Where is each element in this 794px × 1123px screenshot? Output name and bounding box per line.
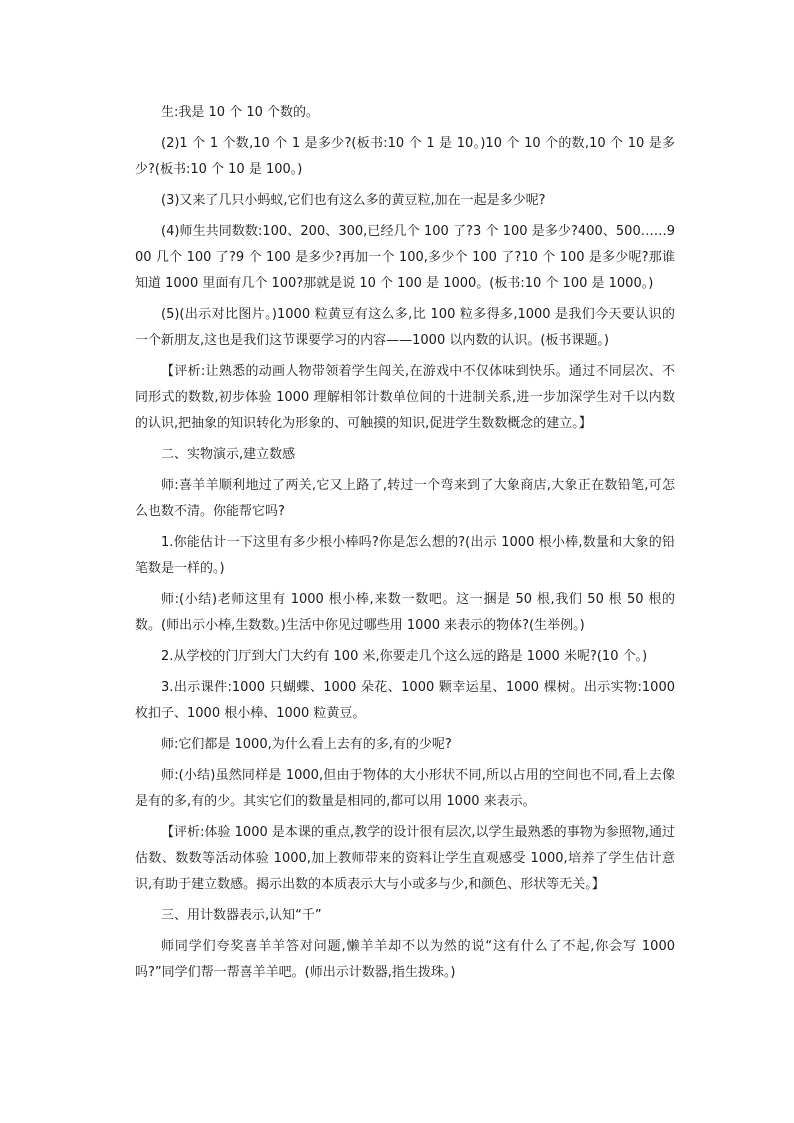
paragraph-step-3: (3)又来了几只小蚂蚁,它们也有这么多的黄豆粒,加在一起是多少呢?: [161, 193, 546, 208]
paragraph-teacher-question: 师:它们都是 1000,为什么看上去有的多,有的少呢?: [161, 737, 452, 752]
paragraph-item-2: 2.从学校的门厅到大门大约有 100 米,你要走几个这么远的路是 1000 米呢?(10 个。): [161, 649, 648, 664]
section-heading-2: 二、实物演示,建立数感: [161, 447, 296, 462]
paragraph-teacher-summary-1: 师:(小结)老师这里有 1000 根小棒,来数一数吧。这一捆是 50 根,我们 50 根 50 根的数。(师出示小棒,生数数。)生活中你见过哪些用 1000 来表示的物体?(生举例。): [135, 592, 675, 633]
paragraph-student-answer: 生:我是 10 个 10 个数的。: [161, 105, 319, 120]
section-heading-3: 三、用计数器表示,认知“千”: [161, 908, 322, 923]
paragraph-step-4: (4)师生共同数数:100、200、300,已经几个 100 了?3 个 100 是多少?400、500……900 几个 100 了?9 个 100 是多少?再加一个 100,多少个 100 了?10 个 100 是多少呢?那谁知道 1000 里面有几个 100?那就是说 10 个 100 是 1000。(板书:10 个 100 是 1000。): [135, 224, 675, 291]
paragraph-teacher-intro: 师:喜羊羊顺利地过了两关,它又上路了,转过一个弯来到了大象商店,大象正在数铅笔,可怎么也数不清。你能帮它吗?: [135, 478, 675, 519]
paragraph-commentary-2: 【评析:体验 1000 是本课的重点,教学的设计很有层次,以学生最熟悉的事物为参照物,通过估数、数数等活动体验 1000,加上教师带来的资料让学生直观感受 1000,培养了学生估计意识,有助于建立数感。揭示出数的本质表示大与小或多与少,和颜色、形状等无关。】: [135, 825, 675, 892]
paragraph-step-5: (5)(出示对比图片。)1000 粒黄豆有这么多,比 100 粒多得多,1000 是我们今天要认识的一个新朋友,这也是我们这节课要学习的内容——1000 以内数的认识。(板书课题。): [135, 307, 675, 348]
paragraph-step-2: (2)1 个 1 个数,10 个 1 是多少?(板书:10 个 1 是 10。)10 个 10 个的数,10 个 10 是多少?(板书:10 个 10 是 100。): [135, 136, 675, 177]
paragraph-teacher-counter: 师同学们夸奖喜羊羊答对问题,懒羊羊却不以为然的说“这有什么了不起,你会写 1000 吗?”同学们帮一帮喜羊羊吧。(师出示计数器,指生拨珠。): [135, 939, 675, 980]
paragraph-commentary-1: 【评析:让熟悉的动画人物带领着学生闯关,在游戏中不仅体味到快乐。通过不同层次、不同形式的数数,初步体验 1000 理解相邻计数单位间的十进制关系,进一步加深学生对千以内数的认识,把抽象的知识转化为形象的、可触摸的知识,促进学生数数概念的建立。】: [135, 364, 675, 431]
paragraph-item-1: 1.你能估计一下这里有多少根小棒吗?你是怎么想的?(出示 1000 根小棒,数量和大象的铅笔数是一样的。): [135, 535, 675, 576]
paragraph-teacher-summary-2: 师:(小结)虽然同样是 1000,但由于物体的大小形状不同,所以占用的空间也不同,看上去像是有的多,有的少。其实它们的数量是相同的,都可以用 1000 来表示。: [135, 768, 675, 809]
paragraph-item-3: 3.出示课件:1000 只蝴蝶、1000 朵花、1000 颗幸运星、1000 棵树。出示实物:1000 枚扣子、1000 根小棒、1000 粒黄豆。: [135, 680, 675, 721]
document-body: [135, 100, 675, 991]
